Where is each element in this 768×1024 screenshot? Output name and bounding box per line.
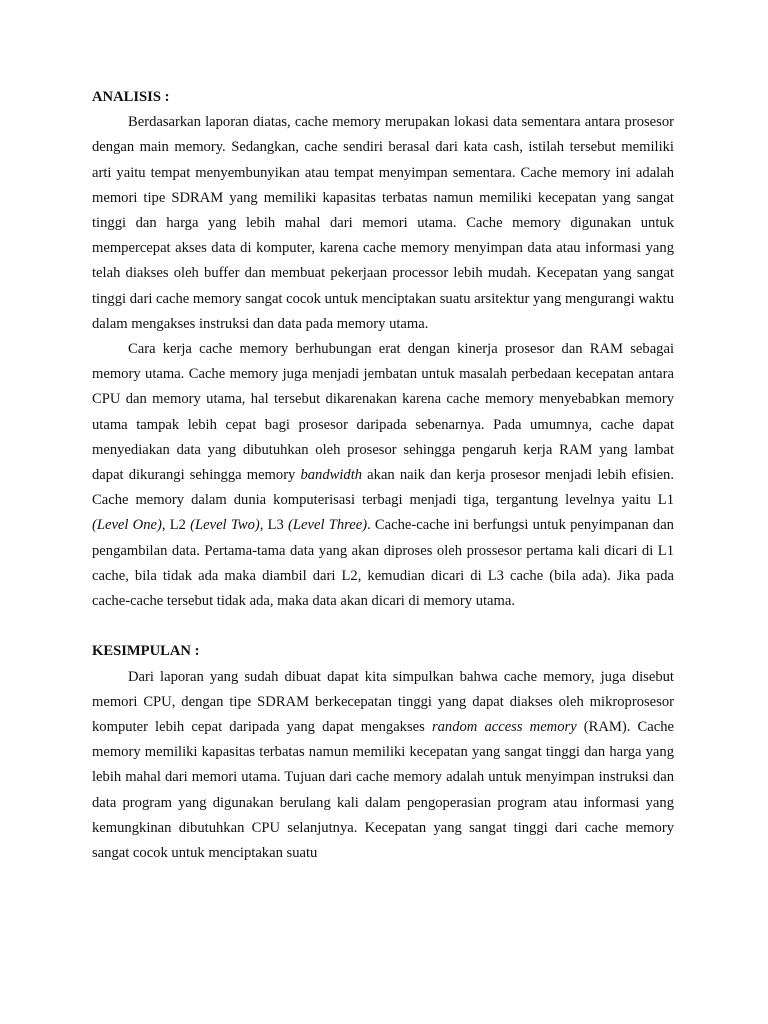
section-heading-analisis: ANALISIS : — [92, 89, 170, 105]
analisis-p2-text-c: , L2 — [161, 517, 191, 534]
kesimpulan-paragraph-1 — [92, 665, 674, 867]
analisis-p2-level-one: (Level One) — [92, 517, 162, 534]
analisis-p2-text-a: Cara kerja cache memory berhubungan erat dengan kinerja prosesor dan RAM sebagai memory utama. Cache memory juga menjadi jembatan untuk masalah perbedaan kecepatan antara CPU dan memory utama, hal tersebut dikarenakan karena cache memory menyebabkan memory utama tampak lebih cepat bagi prosesor daripada sebenarnya. Pada umumnya, cache dapat menyediakan data yang dibutuhkan oleh prosesor sehingga pengaruh kerja RAM yang lambat dapat dikurangi sehingga memory — [92, 341, 674, 484]
analisis-p2-text-d: , L3 — [259, 517, 289, 534]
kesimpulan-p1-random-access-memory: random access memory — [431, 719, 577, 736]
analisis-p2-text-e: . Cache-cache ini berfungsi untuk penyimpanan dan pengambilan data. Pertama-tama data yang akan diproses oleh prossesor pertama kali dicari di L1 cache, bila tidak ada maka diambil dari L2, kemudian dicari di L3 cache (bila ada). Jika pada cache-cache tersebut tidak ada, maka data akan dicari di memory utama. — [92, 517, 674, 610]
analisis-p2-level-three: (Level Three) — [288, 517, 368, 534]
section-heading-kesimpulan: KESIMPULAN : — [92, 643, 200, 660]
kesimpulan-p1-text-b: (RAM). Cache memory memiliki kapasitas terbatas namun memiliki kecepatan yang sangat tinggi dan harga yang lebih mahal dari memori utama. Tujuan dari cache memory adalah untuk menyimpan instruksi dan data program yang digunakan berulang kali dalam pengoperasian program atau informasi yang kemungkinan dibutuhkan CPU selanjutnya. Kecepatan yang sangat tinggi dari cache memory sangat cocok untuk menciptakan suatu — [92, 719, 674, 862]
analisis-p2-text-b: akan naik dan kerja prosesor menjadi lebih efisien. Cache memory dalam dunia komputerisasi terbagi menjadi tiga, tergantung levelnya yaitu L1 — [92, 467, 674, 509]
analisis-paragraph-1: Berdasarkan laporan diatas, cache memory merupakan lokasi data sementara antara prosesor dengan main memory. Sedangkan, cache sendiri berasal dari kata cash, istilah tersebut memiliki arti yaitu tempat menyembunyikan atau tempat menyimpan sementara. Cache memory ini adalah memori tipe SDRAM yang memiliki kapasitas terbatas namun memiliki kecepatan yang sangat tinggi dan harga yang lebih mahal dari memori utama. Cache memory digunakan untuk mempercepat akses data di komputer, karena cache memory menyimpan data atau informasi yang telah diakses oleh buffer dan membuat pekerjaan processor lebih mudah. Kecepatan yang sangat tinggi dari cache memory sangat cocok untuk menciptakan suatu arsitektur yang mengurangi waktu dalam mengakses instruksi dan data pada memory utama. — [92, 114, 674, 332]
analisis-p2-bandwidth: bandwidth — [300, 467, 363, 484]
section-spacer — [92, 614, 674, 639]
kesimpulan-p1-text-a: Dari laporan yang sudah dibuat dapat kita simpulkan bahwa cache memory, juga disebut memori CPU, dengan tipe SDRAM berkecepatan tinggi yang dapat diakses oleh mikroprosesor komputer lebih cepat daripada yang dapat mengakses — [92, 668, 674, 736]
analisis-p2-level-two: (Level Two) — [190, 517, 260, 534]
document-page — [92, 85, 674, 866]
analisis-paragraph-2 — [92, 337, 674, 614]
